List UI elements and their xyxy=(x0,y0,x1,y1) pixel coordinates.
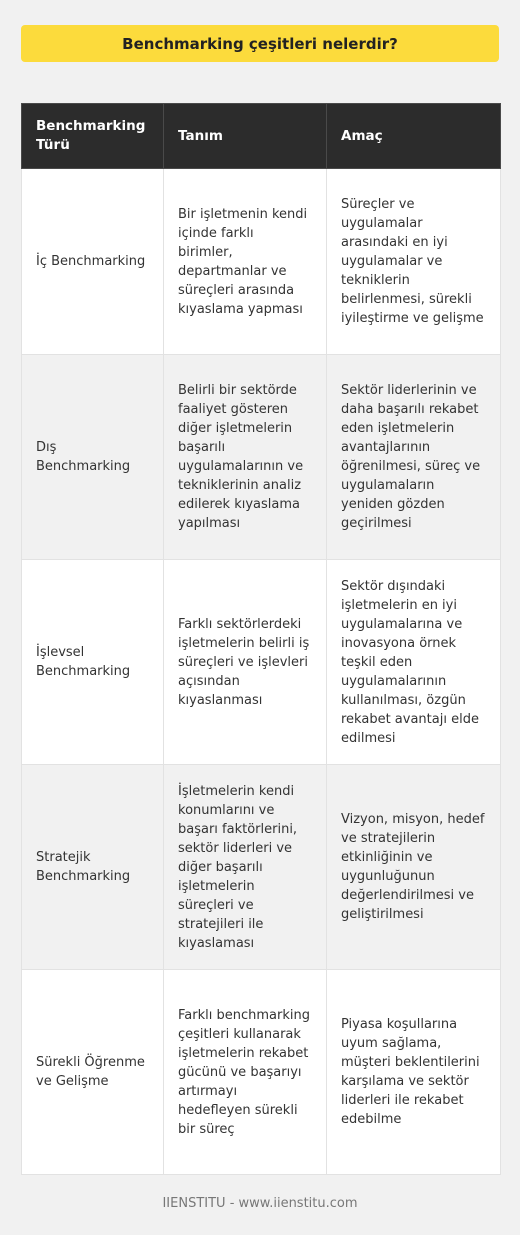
cell-type: İç Benchmarking xyxy=(22,169,164,355)
cell-type: Sürekli Öğrenme ve Gelişme xyxy=(22,970,164,1175)
cell-definition: Farklı sektörlerdeki işletmelerin belirli iş süreçleri ve işlevleri açısından kıyaslanması xyxy=(164,560,327,765)
cell-definition: Farklı benchmarking çeşitleri kullanarak işletmelerin rekabet gücünü ve başarıyı artırmayı hedefleyen sürekli bir süreç xyxy=(164,970,327,1175)
cell-purpose: Sektör dışındaki işletmelerin en iyi uygulamalarına ve inovasyona örnek teşkil eden uygulamalarının kullanılması, özgün rekabet avantajı elde edilmesi xyxy=(327,560,501,765)
header-purpose: Amaç xyxy=(327,104,501,169)
footer-credit: IIENSTITU - www.iienstitu.com xyxy=(162,1196,358,1211)
page-title: Benchmarking çeşitleri nelerdir? xyxy=(21,25,499,62)
cell-purpose: Vizyon, misyon, hedef ve stratejilerin etkinliğinin ve uygunluğunun değerlendirilmesi ve geliştirilmesi xyxy=(327,765,501,970)
cell-purpose: Sektör liderlerinin ve daha başarılı rekabet eden işletmelerin avantajlarının öğrenilmesi, süreç ve uygulamaların yeniden gözden geçirilmesi xyxy=(327,355,501,560)
cell-purpose: Süreçler ve uygulamalar arasındaki en iyi uygulamalar ve tekniklerin belirlenmesi, sürekli iyileştirme ve gelişme xyxy=(327,169,501,355)
cell-definition: Bir işletmenin kendi içinde farklı birimler, departmanlar ve süreçleri arasında kıyaslama yapması xyxy=(164,169,327,355)
cell-type: Dış Benchmarking xyxy=(22,355,164,560)
header-type: Benchmarking Türü xyxy=(22,104,164,169)
table-row xyxy=(22,970,501,1175)
cell-purpose: Piyasa koşullarına uyum sağlama, müşteri beklentilerini karşılama ve sektör liderleri ile rekabet edebilme xyxy=(327,970,501,1175)
table-row xyxy=(22,355,501,560)
cell-definition: İşletmelerin kendi konumlarını ve başarı faktörlerini, sektör liderleri ve diğer başarılı işletmelerin süreçleri ve stratejileri ile kıyaslaması xyxy=(164,765,327,970)
table-row xyxy=(22,765,501,970)
header-definition: Tanım xyxy=(164,104,327,169)
cell-type: Stratejik Benchmarking xyxy=(22,765,164,970)
benchmarking-table xyxy=(21,103,501,1175)
cell-type: İşlevsel Benchmarking xyxy=(22,560,164,765)
table-header-row xyxy=(22,104,501,169)
cell-definition: Belirli bir sektörde faaliyet gösteren diğer işletmelerin başarılı uygulamalarının ve tekniklerinin analiz edilerek kıyaslama yapılması xyxy=(164,355,327,560)
table-row xyxy=(22,560,501,765)
table-row xyxy=(22,169,501,355)
